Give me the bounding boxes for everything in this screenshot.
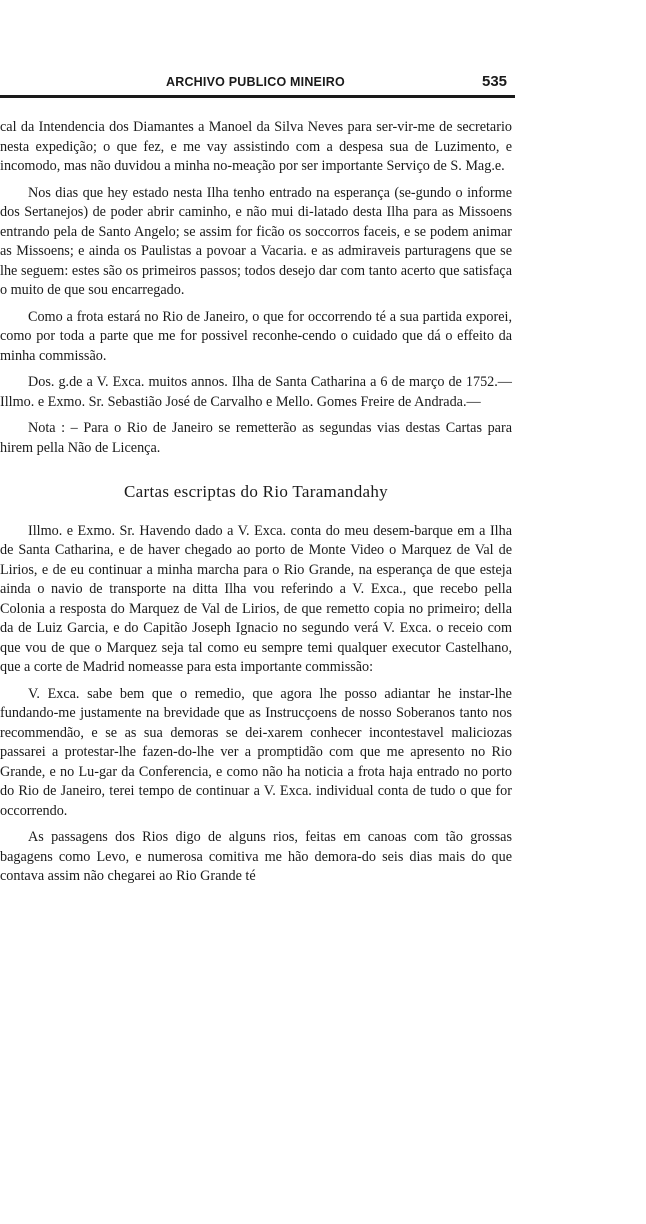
- paragraph: cal da Intendencia dos Diamantes a Manoel da Silva Neves para ser-vir-me de secretario nesta expedição; o que fez, e me vay assistindo com a despesa sua de Luzimento, e incomodo, mas não duvidou a minha no-meação por ser importante Serviço de S. Mag.e.: [0, 119, 512, 174]
- paragraph: Como a frota estará no Rio de Janeiro, o que for occorrendo té a sua partida exporei, como por toda a parte que me for possivel reconhe-cendo o cuidado que dá o effeito da minha commissão.: [0, 308, 512, 364]
- section-heading: Cartas escriptas do Rio Taramandahy: [124, 482, 388, 501]
- paragraph-closing: Dos. g.de a V. Exca. muitos annos. Ilha de Santa Catharina a 6 de março de 1752.—Illmo. e Exmo. Sr. Sebastião José de Carvalho e Mello. Gomes Freire de Andrada.—: [0, 374, 512, 410]
- header-rule: [0, 95, 515, 98]
- body-text: [0, 118, 512, 894]
- page-number: 535: [482, 73, 508, 90]
- paragraph: Nos dias que hey estado nesta Ilha tenho entrado na esperança (se-gundo o informe dos Sertanejos) de poder abrir caminho, e não mui di-latado desta Ilha para as Missoens entrando pela de Santo Angelo; se assim for ficão os soccorros faceis, e se podem animar as Missoens; e ainda os Paulistas a povoar a Vacaria. e as admiraveis parturagens que se lhe seguem: estes são os primeiros passos; todos desejo dar com tanto acerto que satisfaça o muito de que sou encarregado.: [0, 184, 512, 298]
- paragraph: Illmo. e Exmo. Sr. Havendo dado a V. Exca. conta do meu desem-barque em a Ilha de Santa Catharina, e de haver chegado ao porto de Monte Video o Marquez de Val de Lirios, e de eu continuar a minha marcha para o Rio Grande, na esperança de que esteja ainda o navio de transporte na ditta Ilha vou referindo a V. Exca., que recebo pella Colonia a resposta do Marquez de Val de Lirios, de que remetto copia no primeiro; della da de Luiz Garcia, e do Capitão Joseph Ignacio no segundo verá V. Exca. o receio com que vou de que o Marquez seja tal como eu sempre temi qualquer executor Castelhano, que a corte de Madrid nomeasse para esta importante commissão:: [0, 522, 512, 675]
- paragraph: As passagens dos Rios digo de alguns rios, feitas em canoas com tão grossas bagagens como Levo, e numerosa comitiva me hão demora-do seis dias mais do que contava assim não chegarei ao Rio Grande té: [0, 829, 512, 884]
- paragraph-note: Nota : – Para o Rio de Janeiro se remetterão as segundas vias destas Cartas para hirem pella Não de Licença.: [0, 420, 512, 456]
- running-title: ARCHIVO PUBLICO MINEIRO: [166, 75, 345, 89]
- paragraph: V. Exca. sabe bem que o remedio, que agora lhe posso adiantar he instar-lhe fundando-me justamente na brevidade que as Instrucçoens de nosso Soberanos tanto nos recommendão, e se as sua demoras se dei-xarem conhecer incontestavel maliciozas passarei a protestar-lhe fazen-do-lhe ver a promptidão com que me apresento no Rio Grande, e no Lu-gar da Conferencia, e como não ha noticia a frota haja entrado no porto do Rio de Janeiro, terei tempo de continuar a V. Exca. individual conta de tudo o que for occorrendo.: [0, 685, 512, 819]
